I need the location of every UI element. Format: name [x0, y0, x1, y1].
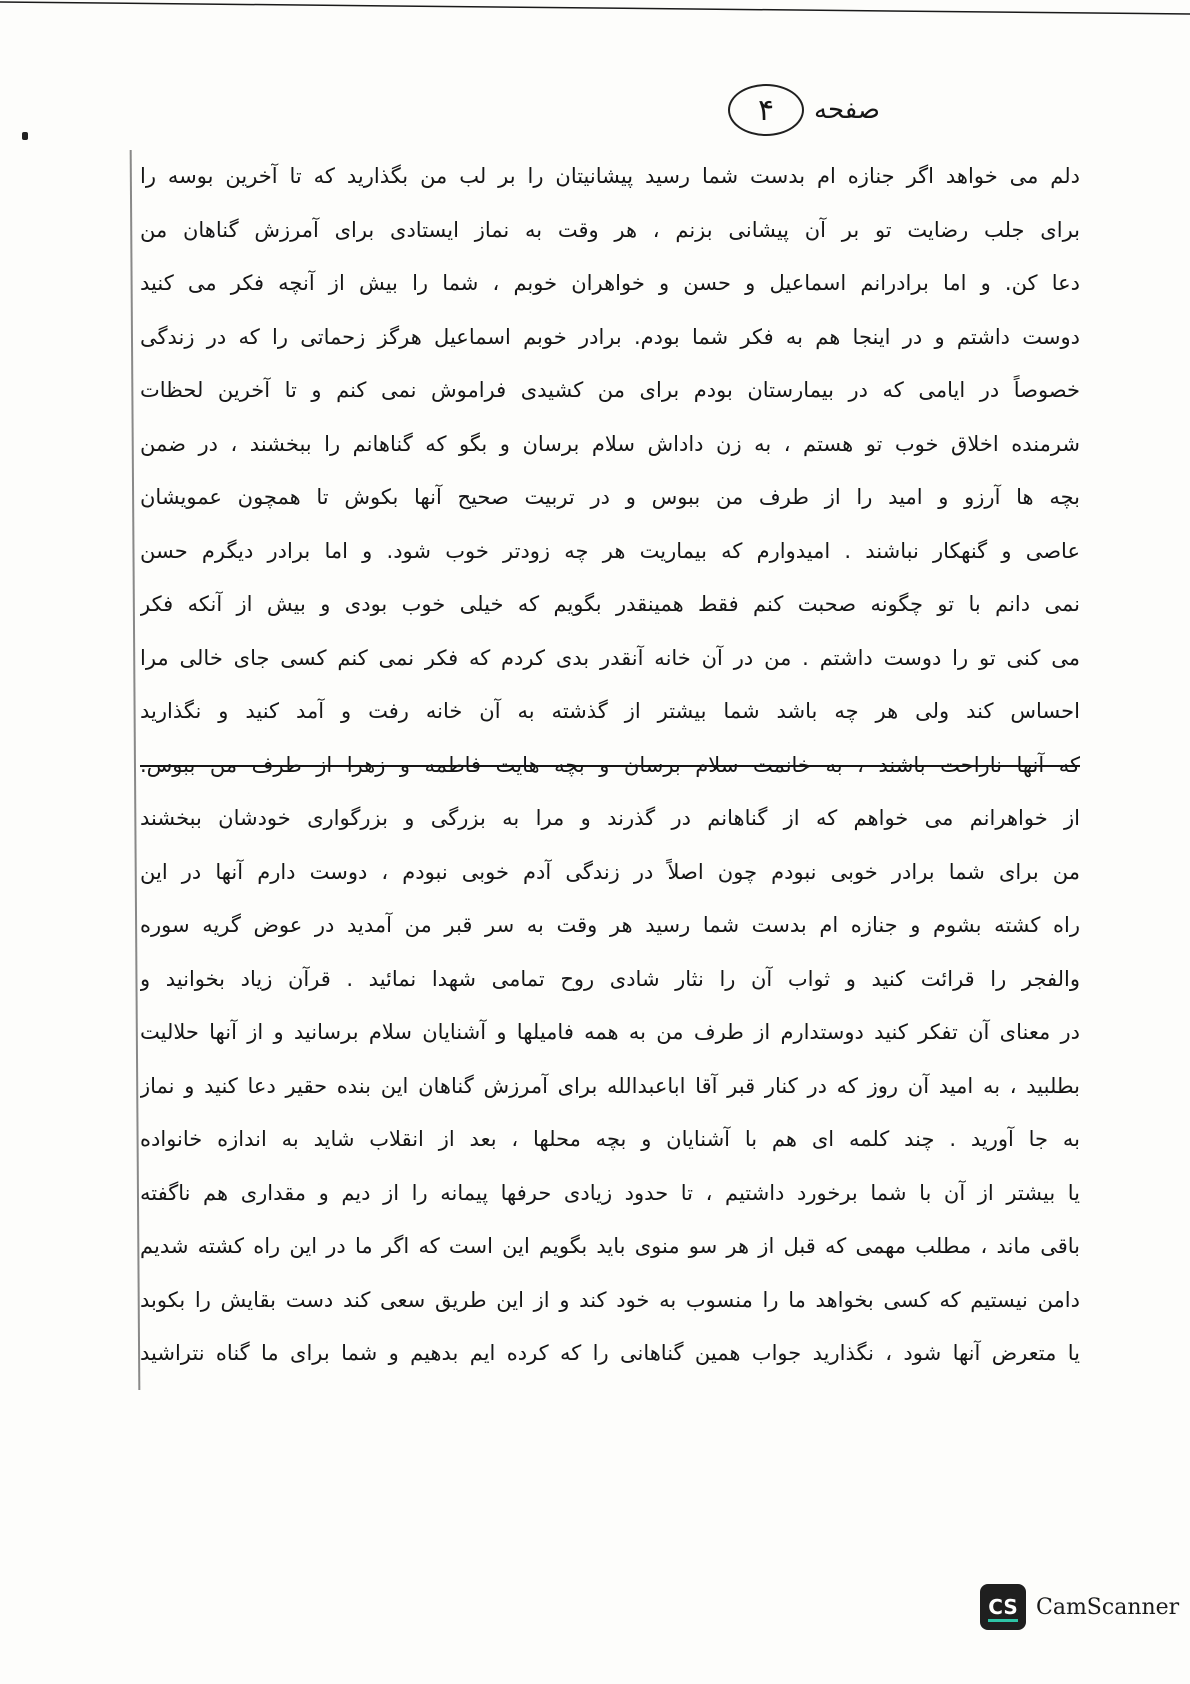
letter-line-text: من برای شما برادر خوبی نبودم چون اصلاً در زندگی آدم خوبی نبودم ، دوست دارم آنها در این — [140, 859, 1080, 884]
letter-line-text: شرمنده اخلاق خوب تو هستم ، به زن داداش سلام برسان و بگو که گناهانم را ببخشند ، در ضمن — [140, 431, 1080, 456]
letter-line-text: به جا آورید . چند کلمه ای هم با آشنایان و بچه محلها ، بعد از انقلاب شاید به اندازه خانواده — [140, 1127, 1080, 1151]
letter-line — [140, 953, 1080, 1007]
letter-line — [140, 204, 1080, 258]
letter-line-text: راه کشته بشوم و جنازه ام بدست شما رسید هر وقت به سر قبر من آمدید در عوض گریه سوره — [140, 913, 1080, 937]
letter-line — [140, 471, 1080, 525]
handwritten-letter-body — [140, 150, 1080, 1381]
letter-line — [140, 899, 1080, 953]
letter-line — [140, 846, 1080, 900]
letter-line-text: خصوصاً در ایامی که در بیمارستان بودم برای من کشیدی فراموش نمی کنم و تا آخرین لحظات — [140, 378, 1080, 402]
camscanner-logo-icon — [980, 1584, 1026, 1630]
page-number-label: صفحه — [814, 95, 880, 125]
letter-line — [140, 1327, 1080, 1381]
letter-line-text: والفجر را قرائت کنید و ثواب آن را نثار شادی روح تمامی شهدا نمائید . قرآن زیاد بخوانید و — [140, 966, 1080, 991]
letter-line-text: باقی ماند ، مطلب مهمی که قبل از هر سو منوی باید بگویم این است که اگر ما در این راه کشته شدیم — [140, 1234, 1080, 1258]
letter-line-text: دعا کن. و اما برادرانم اسماعیل و حسن و خواهران خوبم ، شما را بیش از آنچه فکر می کنید — [140, 271, 1080, 295]
letter-line — [140, 1060, 1080, 1114]
camscanner-logo-text: CS — [988, 1595, 1018, 1619]
letter-line-text: بطلبید ، به امید آن روز که در کنار قبر آقا اباعبدالله برای آمرزش گناهان این بنده حقیر دعا کنید و نماز — [140, 1073, 1080, 1098]
letter-line — [140, 1220, 1080, 1274]
page-number-value: ۴ — [728, 84, 804, 136]
letter-line — [140, 792, 1080, 846]
letter-line — [140, 525, 1080, 579]
letter-line-text: عاصی و گنهکار نباشند . امیدوارم که بیماریت هر چه زودتر خوب شود. و اما برادر دیگرم حسن — [140, 538, 1080, 563]
letter-line-text: احساس کند ولی هر چه باشد شما بیشتر از گذشته به آن خانه رفت و آمد کنید و نگذارید — [140, 699, 1080, 723]
letter-line — [140, 311, 1080, 365]
letter-line — [140, 1274, 1080, 1328]
page-number — [720, 82, 880, 138]
letter-line-text: که آنها ناراحت باشند ، به خانمت سلام برسان و بچه هایت فاطمه و زهرا از طرف من ببوس. — [140, 752, 1080, 777]
letter-line — [140, 150, 1080, 204]
letter-line-text: بچه ها آرزو و امید را از طرف من ببوس و در تربیت صحیح آنها بکوش تا همچون عمویشان — [140, 485, 1080, 509]
camscanner-watermark — [980, 1582, 1179, 1632]
letter-line — [140, 685, 1080, 739]
letter-line-text: یا متعرض آنها شود ، نگذارید جواب همین گناهانی را که کرده ایم بدهیم و شما برای ما گناه نتراشید — [140, 1341, 1080, 1365]
letter-line-text: دوست داشتم و در اینجا هم به فکر شما بودم. برادر خوبم اسماعیل هرگز زحماتی را که در زندگی — [140, 324, 1080, 349]
letter-line-text: می کنی تو را دوست داشتم . من در آن خانه آنقدر بدی کردم که فکر نمی کنم کسی جای خالی مرا — [140, 645, 1080, 670]
letter-line-text: دلم می خواهد اگر جنازه ام بدست شما رسید پیشانیتان را بر لب من بگذارید که تا آخرین بوسه را — [140, 164, 1080, 188]
page-top-edge — [0, 0, 1190, 16]
letter-line — [140, 632, 1080, 686]
ink-mark — [22, 132, 28, 140]
camscanner-name: CamScanner — [1036, 1594, 1180, 1620]
letter-line-text: دامن نیستیم که کسی بخواهد ما را منسوب به خود کند و از این طریق سعی کند دست بقایش را بکوبد — [140, 1287, 1080, 1312]
letter-line-text: نمی دانم با تو چگونه صحبت کنم فقط همینقدر بگویم که خیلی خوب بودی و بیش از آنکه فکر — [140, 592, 1080, 616]
letter-line — [140, 1006, 1080, 1060]
letter-line-text: یا بیشتر از آن با شما برخورد داشتیم ، تا حدود زیادی حرفها پیمانه را از دیم و مقداری هم ناگفته — [140, 1180, 1080, 1205]
letter-line-text: در معنای آن تفکر کنید دوستدارم از طرف من به همه فامیلها و آشنایان سلام برسانید و از آنها حلالیت — [140, 1020, 1080, 1044]
letter-line — [140, 1113, 1080, 1167]
margin-line — [130, 150, 141, 1390]
letter-line-text: از خواهرانم می خواهم که از گناهانم در گذرند و مرا به بزرگی و بزرگواری خودشان ببخشند — [140, 806, 1080, 830]
letter-line — [140, 1167, 1080, 1221]
letter-line — [140, 364, 1080, 418]
letter-line — [140, 739, 1080, 793]
letter-line — [140, 418, 1080, 472]
letter-line — [140, 578, 1080, 632]
letter-line — [140, 257, 1080, 311]
letter-line-text: برای جلب رضایت تو بر آن پیشانی بزنم ، هر وقت به نماز ایستادی برای آمرزش گناهان من — [140, 217, 1080, 242]
